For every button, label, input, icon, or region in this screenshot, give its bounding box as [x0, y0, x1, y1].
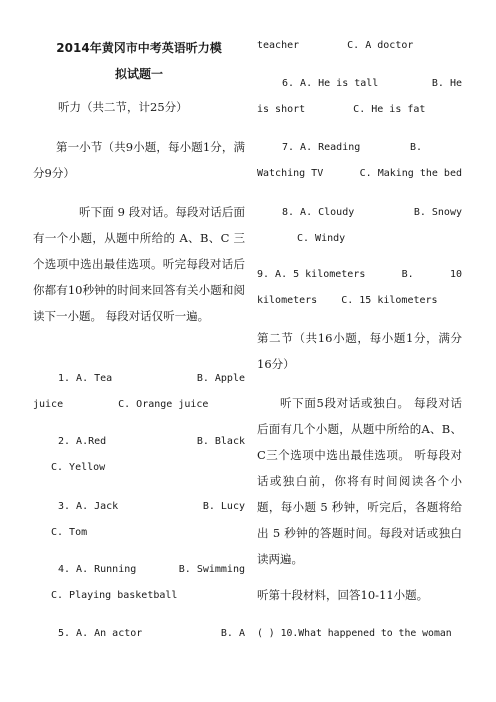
part1-instructions: 听下面 9 段对话。每段对话后面有一个小题，从题中所给的 A、B、C 三个选项中选出最佳选项。听完每段对话后你都有10秒钟的时间来回答有关小题和阅读下一小题。 每段对话仅听一遍。: [33, 205, 245, 323]
section1-header: 听力（共二节，计25分）: [58, 100, 188, 114]
question-8-cont: C. Windy: [297, 233, 346, 244]
question-2-cont: C. Yellow: [51, 462, 106, 473]
question-3: 3. A. Jack B. Lucy: [58, 501, 245, 512]
question-7-cont: Watching TV C. Making the bed: [257, 168, 462, 179]
page-title-cont: 拟试题一: [114, 67, 163, 81]
question-10: ( ) 10.What happened to the woman: [257, 628, 452, 639]
material-heading: 听第十段材料，回答10-11小题。: [257, 588, 429, 602]
question-1: 1. A. Tea B. Apple: [58, 373, 245, 384]
part2-header: 第二节（共16小题，每小题1分，满分16分）: [257, 331, 462, 371]
part1-header: 第一小节（共9小题，每小题1分，满分9分）: [33, 140, 245, 180]
question-7: 7. A. Reading B.: [282, 142, 422, 153]
question-2: 2. A.Red B. Black: [58, 436, 245, 447]
question-4-cont: C. Playing basketball: [51, 590, 178, 601]
question-6-cont: is short C. He is fat: [257, 104, 426, 115]
page-title: 2014年黄冈市中考英语听力模: [56, 41, 222, 55]
question-3-cont: C. Tom: [51, 527, 88, 538]
question-9-cont: kilometers C. 15 kilometers: [257, 295, 438, 306]
question-5: 5. A. An actor B. A: [58, 628, 245, 639]
part2-instructions: 听下面5段对话或独白。 每段对话后面有几个小题，从题中所给的A、B、C三个选项中选出最佳选项。 听每段对话或独白前，你将有时间阅读各个小题，每小题 5 秒钟，听完后，各题将给出 5 秒钟的答题时间。每段对话或独白读两遍。: [257, 396, 462, 566]
question-4: 4. A. Running B. Swimming: [58, 564, 245, 575]
question-9: 9. A. 5 kilometers B. 10: [257, 269, 462, 280]
question-5-cont: teacher C. A doctor: [257, 40, 414, 51]
question-8: 8. A. Cloudy B. Snowy: [282, 207, 462, 218]
question-1-cont: juice C. Orange juice: [33, 399, 209, 410]
question-6: 6. A. He is tall B. He: [282, 78, 462, 89]
